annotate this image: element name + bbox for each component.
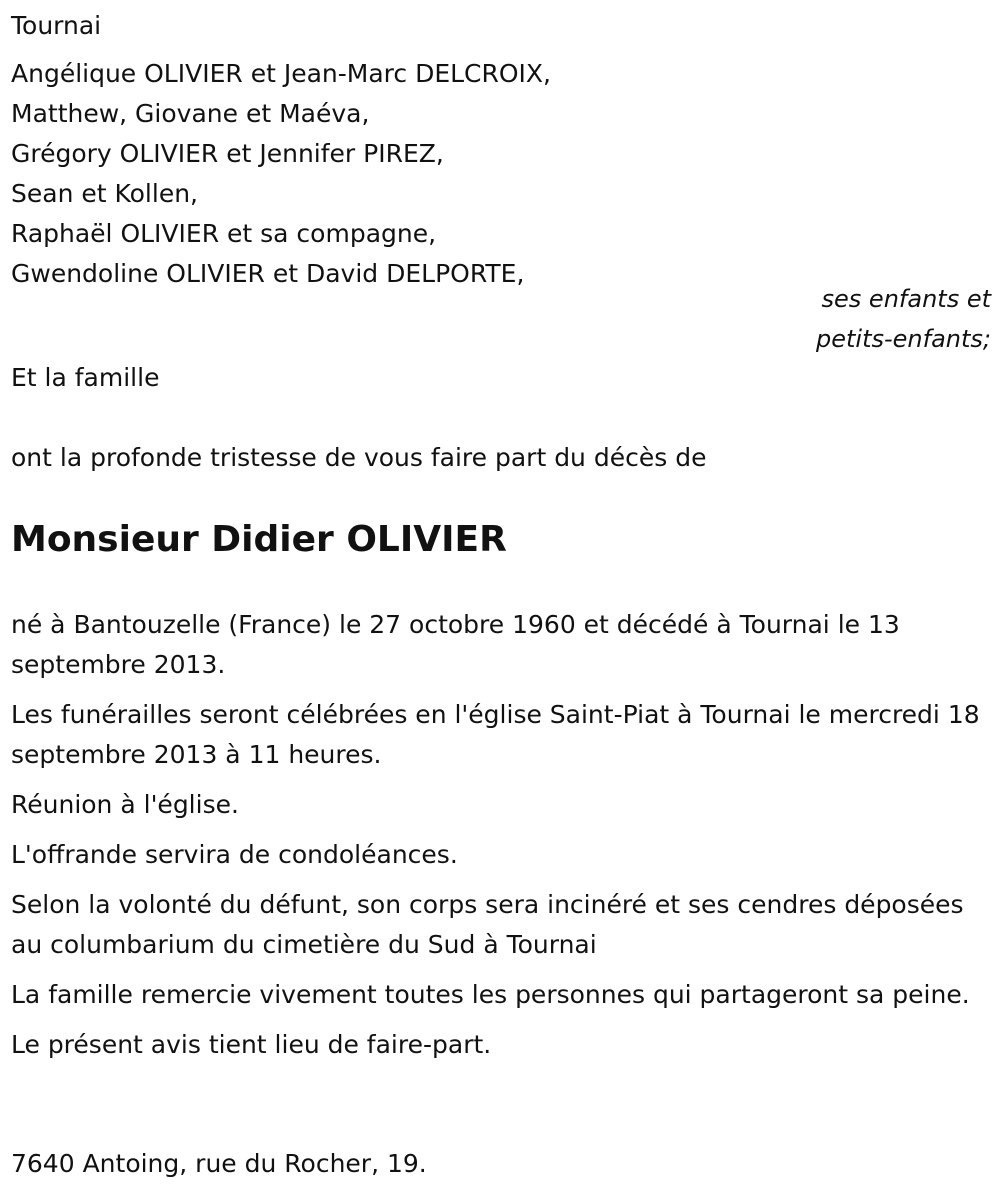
detail-notice: Le présent avis tient lieu de faire-part. (11, 1030, 492, 1059)
family-member-line: Raphaël OLIVIER et sa compagne, (11, 219, 437, 248)
deceased-name: Monsieur Didier OLIVIER (11, 519, 507, 560)
relation-line-2: petits-enfants; (816, 325, 991, 353)
extended-family-line: Et la famille (11, 363, 160, 392)
family-member-line: Grégory OLIVIER et Jennifer PIREZ, (11, 139, 444, 168)
family-member-line: Gwendoline OLIVIER et David DELPORTE, (11, 259, 525, 288)
detail-thanks: La famille remercie vivement toutes les personnes qui partageront sa peine. (11, 980, 970, 1009)
detail-cremation: Selon la volonté du défunt, son corps sera incinéré et ses cendres déposées au columbarium du cimetière du Sud à Tournai (11, 890, 964, 959)
detail-meeting: Réunion à l'église. (11, 790, 239, 819)
relation-label (816, 279, 991, 359)
detail-offering: L'offrande servira de condoléances. (11, 840, 458, 869)
announcement-intro: ont la profonde tristesse de vous faire part du décès de (11, 443, 707, 472)
details-section (11, 605, 986, 1075)
address: 7640 Antoing, rue du Rocher, 19. (11, 1149, 427, 1178)
relation-line-1: ses enfants et (821, 285, 991, 313)
detail-birth-death: né à Bantouzelle (France) le 27 octobre 1960 et décédé à Tournai le 13 septembre 2013. (11, 610, 900, 679)
family-member-line: Sean et Kollen, (11, 179, 198, 208)
family-members-list (11, 54, 551, 294)
family-member-line: Matthew, Giovane et Maéva, (11, 99, 370, 128)
city-heading: Tournai (11, 11, 102, 40)
detail-funeral: Les funérailles seront célébrées en l'église Saint-Piat à Tournai le mercredi 18 septembre 2013 à 11 heures. (11, 700, 980, 769)
family-member-line: Angélique OLIVIER et Jean-Marc DELCROIX, (11, 59, 552, 88)
